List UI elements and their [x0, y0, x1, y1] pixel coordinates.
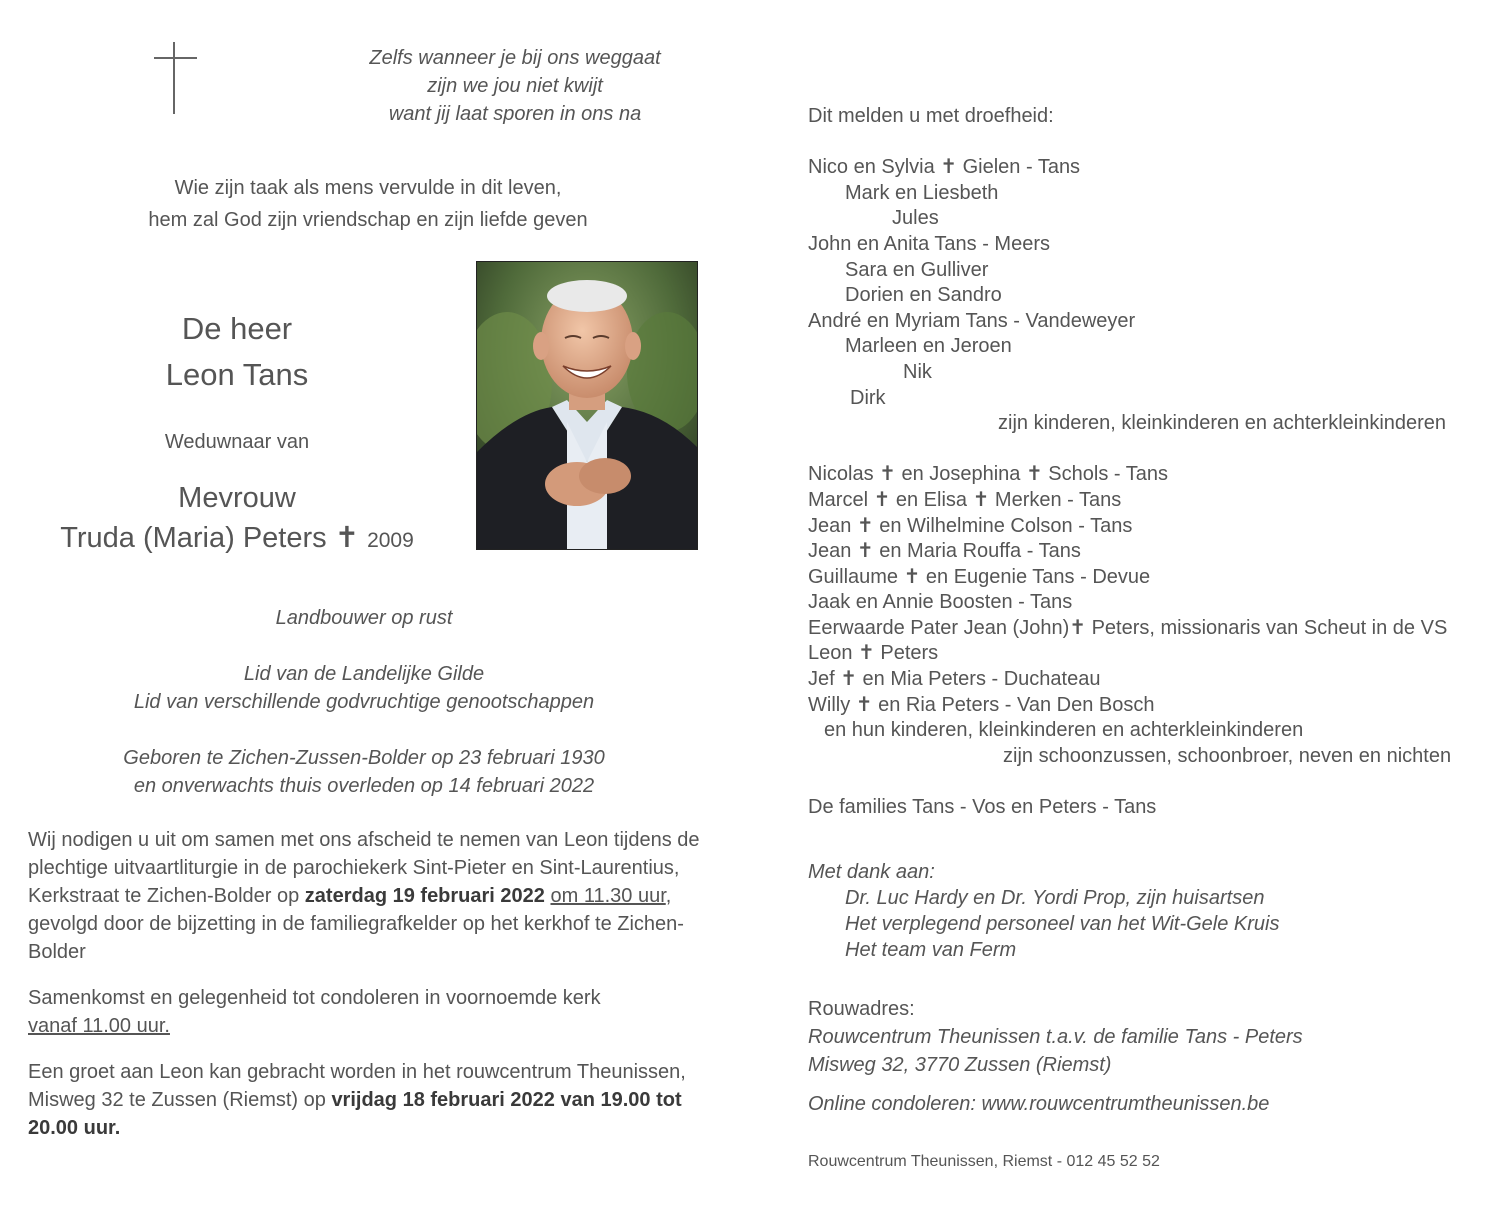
family-summary: zijn schoonzussen, schoonbroer, neven en nichten [1003, 744, 1452, 767]
occupation: Landbouwer op rust [275, 607, 453, 629]
invitation-visit [28, 1058, 728, 1142]
family-member-line: Marleen en Jeroen [845, 335, 1012, 358]
deceased-title: De heer [181, 311, 293, 346]
address-line: Rouwcentrum Theunissen t.a.v. de familie Tans - Peters [808, 1026, 1303, 1048]
wife-name-line [60, 518, 414, 561]
deceased-block [60, 306, 414, 561]
thanks-block [808, 859, 1488, 963]
poem-line: want jij laat sporen in ons na [388, 103, 642, 125]
wife-title: Mevrouw [178, 482, 296, 514]
wife-death-year: 2009 [367, 529, 414, 552]
family-member-line: Willy ✝ en Ria Peters - Van Den Bosch [808, 693, 1155, 716]
family-member-line: Nik [903, 360, 932, 383]
membership: Lid van verschillende godvruchtige genootschappen [133, 691, 595, 713]
invitation-funeral [28, 826, 728, 966]
death-line: en onverwachts thuis overleden op 14 februari 2022 [133, 775, 595, 797]
family-group-children [808, 155, 1488, 411]
family-member-line: Guillaume ✝ en Eugenie Tans - Devue [808, 565, 1151, 588]
thanks-item: Dr. Luc Hardy en Dr. Yordi Prop, zijn huisartsen [845, 887, 1265, 909]
thanks-item: Het team van Ferm [845, 939, 1017, 961]
family-member-line: Marcel ✝ en Elisa ✝ Merken - Tans [808, 488, 1122, 511]
mourning-address [808, 995, 1488, 1079]
membership: Lid van de Landelijke Gilde [243, 663, 485, 685]
funeral-date: zaterdag 19 februari 2022 [304, 885, 545, 907]
family-member-line: Nico en Sylvia ✝ Gielen - Tans [808, 156, 1081, 179]
birth-line: Geboren te Zichen-Zussen-Bolder op 23 februari 1930 [123, 747, 605, 769]
thanks-item: Het verplegend personeel van het Wit-Gele Kruis [845, 913, 1280, 935]
families-line: De families Tans - Vos en Peters - Tans [808, 796, 1157, 819]
invitation-text: , gevolgd door de bijzetting in de familiegrafkelder op het kerkhof te Zichen-Bolder [28, 885, 684, 963]
footer-funeral-home: Rouwcentrum Theunissen, Riemst - 012 45 52 52 [808, 1153, 1160, 1170]
address-label: Rouwadres: [808, 998, 915, 1020]
family-member-line: Dirk [850, 386, 886, 409]
family-member-line: Sara en Gulliver [845, 258, 989, 281]
cross-icon [173, 42, 175, 114]
portrait-photo [476, 261, 698, 550]
invitation-text: Een groet aan Leon kan gebracht worden in het rouwcentrum Theunissen, Misweg 32 te Zussen (Riemst) op [28, 1061, 686, 1111]
invitation-text: Samenkomst en gelegenheid tot condoleren in voornoemde kerk [28, 987, 601, 1009]
poem-line: zijn we jou niet kwijt [427, 75, 603, 97]
family-intro: Dit melden u met droefheid: [808, 105, 1054, 127]
portrait-image [477, 262, 697, 549]
widower-label: Weduwnaar van [164, 431, 310, 453]
online-condolence-link[interactable]: Online condoleren: www.rouwcentrumtheunissen.be [808, 1093, 1270, 1115]
thanks-heading: Met dank aan: [808, 861, 935, 883]
poem [300, 44, 730, 128]
family-member-line: Jef ✝ en Mia Peters - Duchateau [808, 668, 1101, 691]
family-member-line: Leon ✝ Peters [808, 642, 939, 665]
family-member-line: Eerwaarde Pater Jean (John)✝ Peters, missionaris van Scheut in de VS [808, 616, 1448, 639]
family-member-line: Jules [892, 207, 939, 230]
wife-name: Truda (Maria) Peters [60, 522, 327, 554]
address-line: Misweg 32, 3770 Zussen (Riemst) [808, 1054, 1112, 1076]
visit-time: vrijdag 18 februari 2022 van 19.00 tot 20.00 uur. [28, 1089, 682, 1139]
cross-icon-bar [154, 57, 197, 59]
family-member-line: Mark en Liesbeth [845, 181, 999, 204]
life-details [80, 604, 648, 800]
deceased-name: Leon Tans [165, 357, 309, 392]
family-member-line: Jaak en Annie Boosten - Tans [808, 591, 1073, 614]
verse [110, 172, 626, 236]
family-member-line: Dorien en Sandro [845, 284, 1002, 307]
family-group-siblings [808, 462, 1488, 744]
verse-line: hem zal God zijn vriendschap en zijn liefde geven [148, 209, 588, 231]
invitation-condolence [28, 984, 728, 1040]
poem-line: Zelfs wanneer je bij ons weggaat [369, 47, 661, 69]
family-member-line: en hun kinderen, kleinkinderen en achterkleinkinderen [824, 719, 1304, 742]
invitation-text: Wij nodigen u uit om samen met ons afscheid te nemen van Leon tijdens de plechtige uitvaartliturgie in de parochiekerk Sint-Pieter en Sint-Laurentius, Kerkstraat te Zichen-Bolder op [28, 829, 700, 907]
family-member-line: John en Anita Tans - Meers [808, 232, 1050, 255]
invitation [28, 826, 728, 1160]
family-list [808, 104, 1488, 821]
cross-symbol: ✝ [334, 522, 360, 554]
funeral-time: om 11.30 uur [550, 885, 666, 907]
condolence-time: vanaf 11.00 uur. [28, 1015, 170, 1037]
verse-line: Wie zijn taak als mens vervulde in dit leven, [174, 177, 562, 199]
family-summary: zijn kinderen, kleinkinderen en achterkleinkinderen [998, 412, 1447, 435]
family-member-line: Nicolas ✝ en Josephina ✝ Schols - Tans [808, 463, 1168, 486]
family-member-line: André en Myriam Tans - Vandeweyer [808, 309, 1136, 332]
family-member-line: Jean ✝ en Maria Rouffa - Tans [808, 540, 1081, 563]
family-member-line: Jean ✝ en Wilhelmine Colson - Tans [808, 514, 1133, 537]
